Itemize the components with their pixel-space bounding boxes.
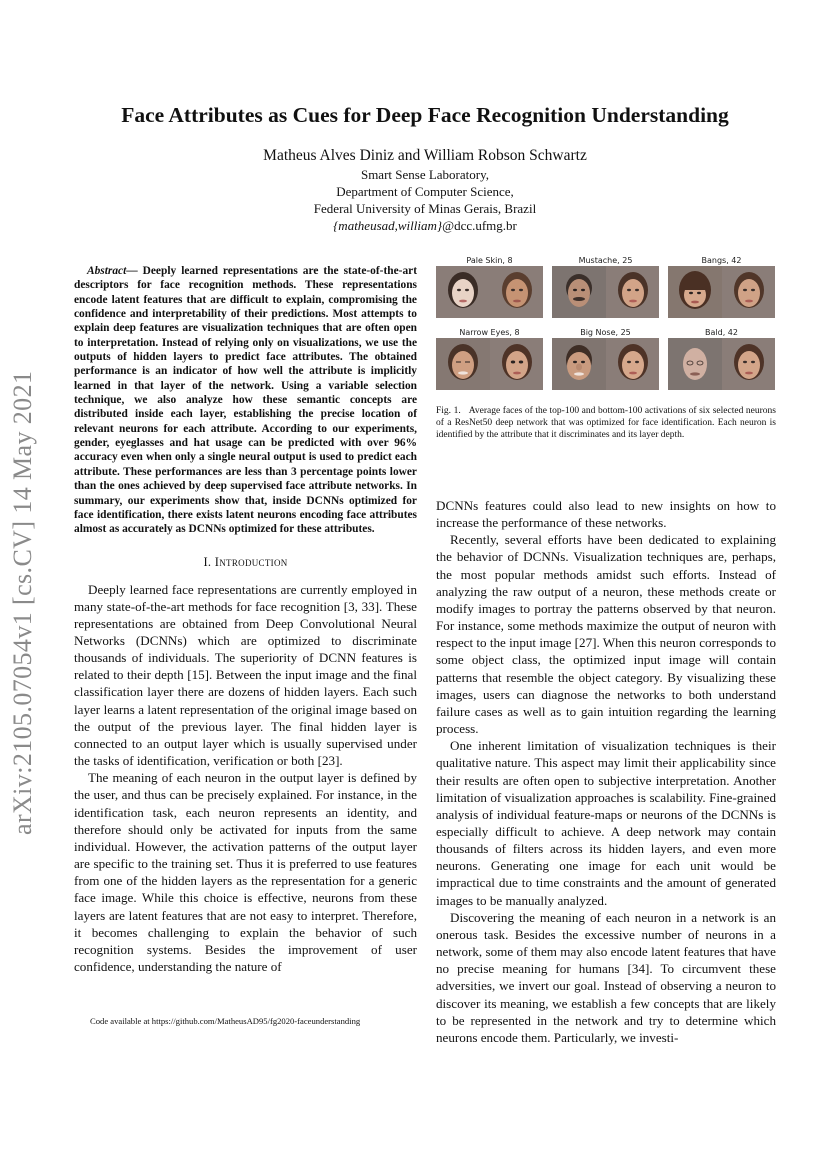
- figure-panel: [668, 256, 775, 318]
- affiliation-line: Department of Computer Science,: [336, 184, 514, 199]
- intro-paragraph-2: The meaning of each neuron in the output layer is defined by the user, and thus can be precisely explained. For instance, in the identification task, each neuron represents an identity, and therefore should only be activated for inputs from the same individual. However, the activation patterns of the output layer are specific to the training set. Thus it is preferred to use features from one of the hidden layers as the representation for a generic face image. While this choice is effective, neurons from these layers are latent features that are not easy to interpret. Therefore, it becomes challenging to explain the behavior of such recognition systems. Besides the improvement of user confidence, understanding the nature of: [74, 770, 417, 974]
- panel-label: Pale Skin, 8: [466, 256, 513, 265]
- average-face-image: [668, 266, 722, 318]
- email-domain: @dcc.ufmg.br: [442, 218, 517, 233]
- figure-caption-text: Average faces of the top-100 and bottom-100 activations of six selected neurons of a ResNet50 deep network that was optimized for face identification. Each neuron is identified by the attribute that it discriminates and its layer depth.: [436, 406, 776, 441]
- average-face-image: [668, 338, 722, 390]
- abstract-text: — Deeply learned representations are the state-of-the-art descriptors for face recognition methods. These representations encode latent features that are difficult to explain, compromising the confidence and interpretability of their predictions. Most attempts to explain deep features are visualization techniques that are often open to interpretation. Instead of relying only on visualizations, we use the outputs of hidden layers to predict face attributes. The obtained performance is an indicator of how well the attribute is implicitly learned in that layer of the network. Using a variable selection technique, we also analyze how these semantic concepts are distributed inside each layer, establishing the precise location of relevant neurons for each attribute. According to our experiments, gender, eyeglasses and hat usage can be predicted with over 96% accuracy even when only a single neural output is used to predict each attribute. These performances are less than 3 percentage points lower than the ones achieved by deep supervised face attribute networks. In summary, our experiments show that, inside DCNNs optimized for face identification, there exists latent neurons encoding face attributes almost as accurately as DCNNs optimized for these attributes.: [74, 265, 417, 536]
- author-email: [60, 217, 790, 234]
- paper-title: Face Attributes as Cues for Deep Face Recognition Understanding: [121, 103, 729, 127]
- section-name: Introduction: [214, 554, 288, 569]
- average-face-image: [436, 338, 490, 390]
- right-column: [436, 497, 776, 1046]
- average-face-image: [436, 266, 490, 318]
- panel-label: Narrow Eyes, 8: [459, 328, 520, 337]
- arxiv-identifier: arXiv:2105.07054v1 [cs.CV] 14 May 2021: [8, 370, 37, 835]
- affiliation-line: Federal University of Minas Gerais, Brazil: [313, 201, 537, 216]
- right-paragraph-2: Recently, several efforts have been dedicated to explaining the behavior of DCNNs. Visualization techniques are, perhaps, the most popular methods amidst such efforts. Instead of analyzing the raw output of a neuron, these methods create or modify images to portray the patterns observed by that neuron. For instance, some methods maximize the output of neuron with respect to the input image [27]. When this neuron corresponds to some object class, the optimized input image will contain patterns that resemble the object category. By visualizing these images, users can diagnose the networks to both understand failure cases as well as to gain intuition regarding the learning process.: [436, 532, 776, 737]
- right-paragraph-1: DCNNs features could also lead to new insights on how to increase the performance of these networks.: [436, 498, 776, 531]
- email-users: {matheusad,william}: [333, 218, 443, 233]
- left-column: [74, 264, 417, 975]
- figure-1: [436, 256, 776, 396]
- figure-number: Fig. 1.: [436, 406, 461, 416]
- right-paragraph-4: Discovering the meaning of each neuron in a network is an onerous task. Besides the excessive number of neurons in a network, some of them may also encode latent features that have no precise meaning for humans [34]. To circumvent these adversities, we invert our goal. Instead of observing a neuron to discover its meaning, we establish a few concepts that are likely to be represented in the network and try to determine which neurons encode them. Particularly, we investi-: [436, 909, 776, 1045]
- figure-panel: [552, 256, 659, 318]
- average-face-image: [490, 338, 544, 390]
- abstract: [74, 264, 417, 537]
- average-face-image: [606, 338, 660, 390]
- intro-paragraph-1: Deeply learned face representations are currently employed in many state-of-the-art methods for face recognition [3, 33]. These representations are obtained from Deep Convolutional Neural Networks (DCNNs) which are optimized to discriminate thousands of individuals. The superiority of DCNN features is related to their depth [15]. Between the input image and the final classification layer there are dozens of hidden layers. Each such layer learns a latent representation of the original image based on the output of the previous layer. The final hidden layer is connected to an output layer which is usually supervised under the tasks of identification, verification or both [23].: [74, 581, 417, 769]
- figure-panel: [436, 256, 543, 318]
- average-face-image: [490, 266, 544, 318]
- panel-label: Big Nose, 25: [580, 328, 631, 337]
- figure-panel: [436, 328, 543, 390]
- panel-label: Bald, 42: [705, 328, 738, 337]
- figure-panel: [668, 328, 775, 390]
- average-face-image: [552, 338, 606, 390]
- average-face-image: [606, 266, 660, 318]
- code-footnote: Code available at https://github.com/MatheusAD95/fg2020-faceunderstanding: [90, 1016, 361, 1026]
- abstract-label: Abstract: [87, 265, 127, 277]
- average-face-image: [552, 266, 606, 318]
- average-face-image: [722, 338, 776, 390]
- author-names: Matheus Alves Diniz and William Robson Schwartz: [263, 147, 587, 164]
- panel-label: Bangs, 42: [701, 256, 742, 265]
- affiliation-line: Smart Sense Laboratory,: [360, 167, 490, 182]
- figure-panel: [552, 328, 659, 390]
- figure-caption: [436, 405, 776, 442]
- section-heading-introduction: [74, 555, 417, 570]
- panel-label: Mustache, 25: [578, 256, 633, 265]
- right-paragraph-3: One inherent limitation of visualization techniques is their qualitative nature. This aspect may limit their applicability since their results are often open to subjective interpretation. Another limitation of visualization approaches is scalability. Fine-grained analysis of individual feature-maps or neurons of the DCNNs is especially difficult to achieve. A deep network may contain thousands of filters across its hidden layers, and even more neurons. Generating one image for each unit would be impractical due to time constraints and the amount of generated images to be manually analyzed.: [436, 738, 776, 908]
- section-number: I.: [203, 554, 212, 569]
- average-face-image: [722, 266, 776, 318]
